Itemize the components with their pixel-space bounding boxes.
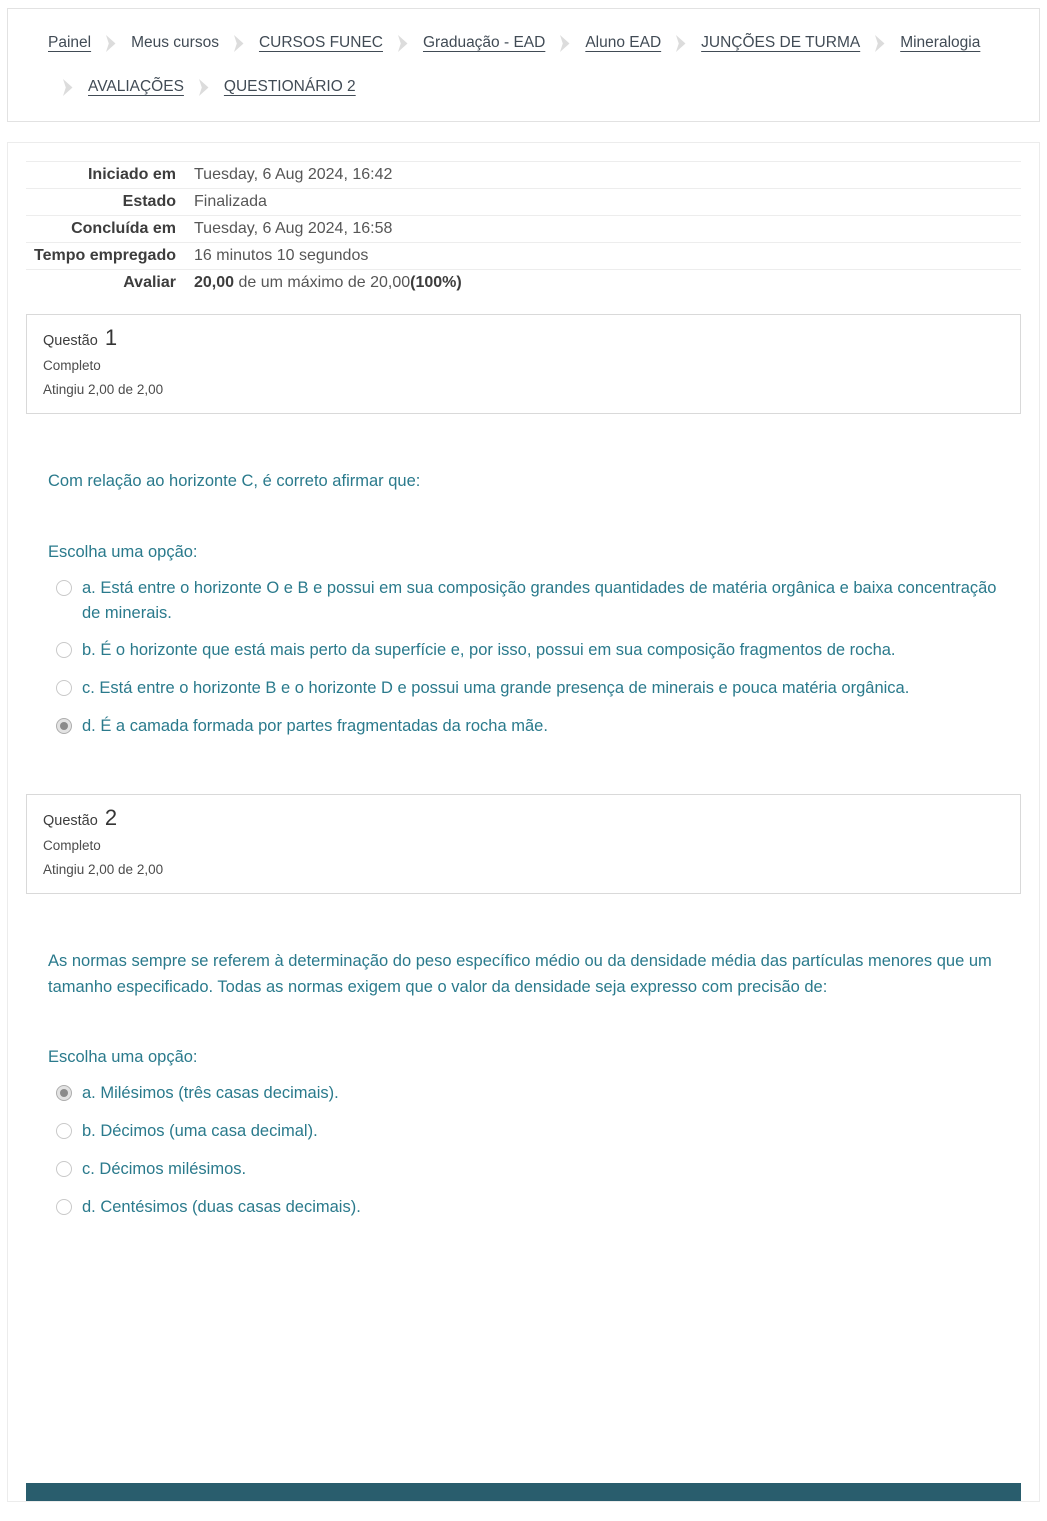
chevron-right-icon <box>199 79 209 96</box>
grade-of-max: de um máximo de 20,00 <box>234 274 411 292</box>
question-block-1 <box>26 314 1021 751</box>
breadcrumb-item-cursos-funec[interactable]: CURSOS FUNEC <box>258 34 383 51</box>
answer-option-c[interactable] <box>56 1157 999 1182</box>
question-number <box>43 805 1004 831</box>
summary-row <box>26 189 1021 216</box>
radio-button[interactable] <box>56 680 72 696</box>
radio-button[interactable] <box>56 1123 72 1139</box>
answer-options <box>48 576 999 739</box>
question-status: Completo <box>43 837 101 853</box>
answer-option-a[interactable] <box>56 1081 999 1106</box>
option-text: a. Está entre o horizonte O e B e possui em sua composição grandes quantidades de matéria orgânica e baixa concentração de minerais. <box>82 578 997 622</box>
option-text: c. Está entre o horizonte B e o horizonte D e possui uma grande presença de minerais e pouca matéria orgânica. <box>82 679 910 698</box>
attempt-summary-table <box>26 161 1021 302</box>
summary-label: Tempo empregado <box>34 247 176 265</box>
option-text: a. Milésimos (três casas decimais). <box>82 1084 339 1103</box>
quiz-review-page <box>7 142 1040 1502</box>
breadcrumb-item-graduacao-ead[interactable]: Graduação - EAD <box>422 34 546 51</box>
answer-option-c[interactable] <box>56 676 999 701</box>
summary-value: Tuesday, 6 Aug 2024, 16:58 <box>194 220 393 238</box>
question-number-value: 2 <box>104 804 118 830</box>
question-body <box>26 948 1021 1220</box>
summary-value: 16 minutos 10 segundos <box>194 247 369 265</box>
question-block-2 <box>26 794 1021 1233</box>
radio-button[interactable] <box>56 1085 72 1101</box>
footer-bar <box>26 1483 1021 1501</box>
answer-option-a[interactable] <box>56 576 999 626</box>
grade-value <box>176 270 462 296</box>
radio-button[interactable] <box>56 1161 72 1177</box>
question-text: As normas sempre se referem à determinação do peso específico médio ou da densidade média das partículas menores que um tamanho especificado. Todas as normas exigem que o valor da densidade seja expresso com precisão de: <box>48 951 992 996</box>
chevron-right-icon <box>63 79 73 96</box>
radio-button[interactable] <box>56 718 72 734</box>
breadcrumb-item-meus-cursos[interactable]: Meus cursos <box>131 34 219 51</box>
question-info-box <box>26 794 1021 894</box>
chevron-right-icon <box>106 35 116 52</box>
grade-percent: (100%) <box>410 274 462 292</box>
breadcrumb <box>7 8 1040 122</box>
option-text: b. Décimos (uma casa decimal). <box>82 1122 318 1141</box>
answer-prompt: Escolha uma opção: <box>48 1048 198 1067</box>
question-body <box>26 468 1021 738</box>
answer-options <box>48 1081 999 1219</box>
summary-row <box>26 216 1021 243</box>
option-text: d. É a camada formada por partes fragmentadas da rocha mãe. <box>82 716 548 735</box>
chevron-right-icon <box>398 35 408 52</box>
summary-value: Tuesday, 6 Aug 2024, 16:42 <box>194 166 393 183</box>
answer-option-b[interactable] <box>56 638 999 663</box>
summary-row <box>26 243 1021 270</box>
breadcrumb-item-painel[interactable]: Painel <box>48 34 92 51</box>
chevron-right-icon <box>875 35 885 52</box>
chevron-right-icon <box>676 35 686 52</box>
breadcrumb-item-aluno-ead[interactable]: Aluno EAD <box>585 34 662 51</box>
grade-points: 20,00 <box>194 274 235 292</box>
summary-label: Concluída em <box>71 220 176 238</box>
option-text: b. É o horizonte que está mais perto da superfície e, por isso, possui em sua composição fragmentos de rocha. <box>82 641 896 660</box>
breadcrumb-item-questionario-2[interactable]: QUESTIONÁRIO 2 <box>223 78 356 95</box>
summary-label: Avaliar <box>123 274 176 292</box>
answer-prompt: Escolha uma opção: <box>48 542 198 561</box>
question-info-box <box>26 314 1021 414</box>
answer-option-d[interactable] <box>56 714 999 739</box>
radio-button[interactable] <box>56 642 72 658</box>
question-number <box>43 325 1004 351</box>
question-number-word: Questão <box>43 333 98 350</box>
summary-label: Iniciado em <box>87 166 176 183</box>
summary-row-grade <box>26 270 1021 302</box>
radio-button[interactable] <box>56 580 72 596</box>
question-status: Completo <box>43 358 101 374</box>
breadcrumb-item-mineralogia[interactable]: Mineralogia <box>900 34 981 51</box>
summary-label: Estado <box>122 193 176 211</box>
question-text: Com relação ao horizonte C, é correto afirmar que: <box>48 472 421 491</box>
option-text: c. Décimos milésimos. <box>82 1159 247 1178</box>
question-number-word: Questão <box>43 812 98 829</box>
answer-option-d[interactable] <box>56 1195 999 1220</box>
chevron-right-icon <box>234 35 244 52</box>
summary-value: Finalizada <box>194 193 267 211</box>
breadcrumb-item-juncoes-de-turma[interactable]: JUNÇÕES DE TURMA <box>701 34 861 51</box>
question-number-value: 1 <box>104 325 118 351</box>
question-grade: Atingiu 2,00 de 2,00 <box>43 861 164 877</box>
radio-button[interactable] <box>56 1199 72 1215</box>
option-text: d. Centésimos (duas casas decimais). <box>82 1197 361 1216</box>
summary-row <box>26 162 1021 189</box>
question-grade: Atingiu 2,00 de 2,00 <box>43 382 164 398</box>
answer-option-b[interactable] <box>56 1119 999 1144</box>
chevron-right-icon <box>560 35 570 52</box>
breadcrumb-item-avaliacoes[interactable]: AVALIAÇÕES <box>88 78 184 95</box>
